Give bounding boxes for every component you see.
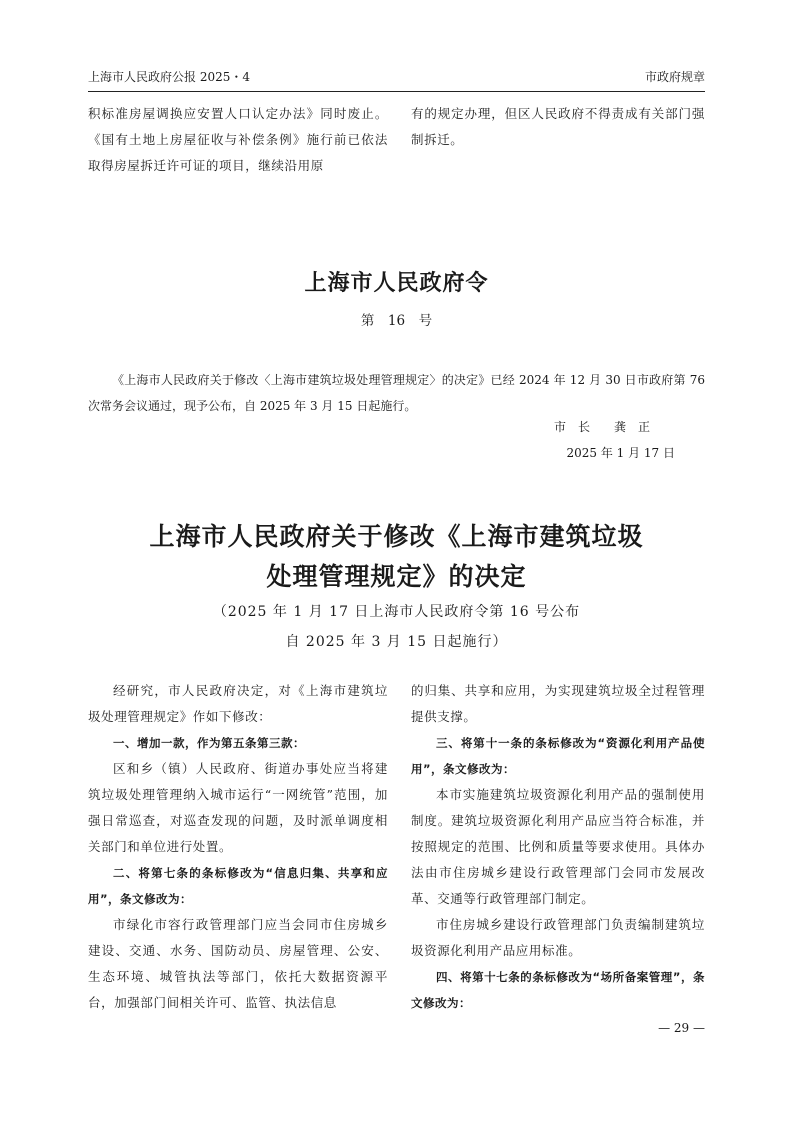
page-header: [88, 62, 705, 90]
body-paragraph: 市绿化市容行政管理部门应当会同市住房城乡建设、交通、水务、国防动员、房屋管理、公安、生态环境、城管执法等部门，依托大数据资源平台，加强部门间相关许可、监管、执法信息: [88, 917, 388, 1010]
continuation-text-right: 有的规定办理，但区人民政府不得责成有关部门强制拆迁。: [411, 106, 705, 147]
body-paragraph: 的归集、共享和应用，为实现建筑垃圾全过程管理提供支撑。: [411, 683, 705, 724]
decision-subtitle-line-1: （2025 年 1 月 17 日上海市人民政府令第 16 号公布: [212, 604, 581, 620]
body-paragraph: 本市实施建筑垃圾资源化利用产品的强制使用制度。建筑垃圾资源化利用产品应当符合标准，并按照规定的范围、比例和质量等要求使用。具体办法由市住房城乡建设行政管理部门会同市发展改革、交通等行政管理部门制定。: [411, 787, 705, 906]
amendment-heading: 三、将第十一条的条标修改为“资源化利用产品使用”，条文修改为：: [411, 736, 705, 776]
body-paragraph: 区和乡（镇）人民政府、街道办事处应当将建筑垃圾处理管理纳入城市运行“一网统管”范围，加强日常巡查，对巡查发现的问题，及时派单调度相关部门和单位进行处置。: [88, 761, 388, 854]
continuation-right-column: [411, 101, 705, 153]
decision-subtitle-line-2: 自 2025 年 3 月 15 日起施行）: [285, 634, 508, 650]
header-divider: [88, 91, 705, 92]
section-title: 市政府规章: [644, 70, 705, 84]
body-paragraph: 市住房城乡建设行政管理部门负责编制建筑垃圾资源化利用产品应用标准。: [411, 917, 705, 958]
journal-title: 上海市人民政府公报 2025・4: [88, 70, 250, 84]
decision-subtitle: [0, 597, 793, 657]
order-number: 第 16 号: [360, 313, 433, 329]
amendment-heading: 一、增加一款，作为第五条第三款：: [113, 736, 305, 750]
amendment-heading: 二、将第七条的条标修改为“信息归集、共享和应用”，条文修改为：: [88, 866, 388, 906]
body-paragraph: 经研究，市人民政府决定，对《上海市建筑垃圾处理管理规定》作如下修改：: [88, 683, 388, 724]
decision-title: [0, 517, 793, 597]
body-left-column: [88, 678, 388, 1016]
order-preamble: [88, 367, 705, 419]
body-right-column: [411, 678, 705, 1016]
decision-title-line-2: 处理管理规定》的决定: [266, 562, 527, 591]
page-number: — 29 —: [658, 1021, 705, 1035]
order-title: 上海市人民政府令: [304, 271, 489, 296]
continuation-left-column: [88, 101, 388, 179]
amendment-heading: 四、将第十七条的条标修改为“场所备案管理”，条文修改为：: [411, 970, 705, 1010]
mayor-signature: 市 长 龚 正: [553, 420, 650, 434]
order-date: 2025 年 1 月 17 日: [566, 446, 675, 460]
decision-title-line-1: 上海市人民政府关于修改《上海市建筑垃圾: [149, 522, 644, 551]
preamble-text: 《上海市人民政府关于修改〈上海市建筑垃圾处理管理规定〉的决定》已经 2024 年 12 月 30 日市政府第 76 次常务会议通过，现予公布，自 2025 年 3 月 15 日起施行。: [88, 373, 705, 413]
continuation-text-left: 积标准房屋调换应安置人口认定办法》同时废止。《国有土地上房屋征收与补偿条例》施行前已依法取得房屋拆迁许可证的项目，继续沿用原: [88, 106, 388, 173]
